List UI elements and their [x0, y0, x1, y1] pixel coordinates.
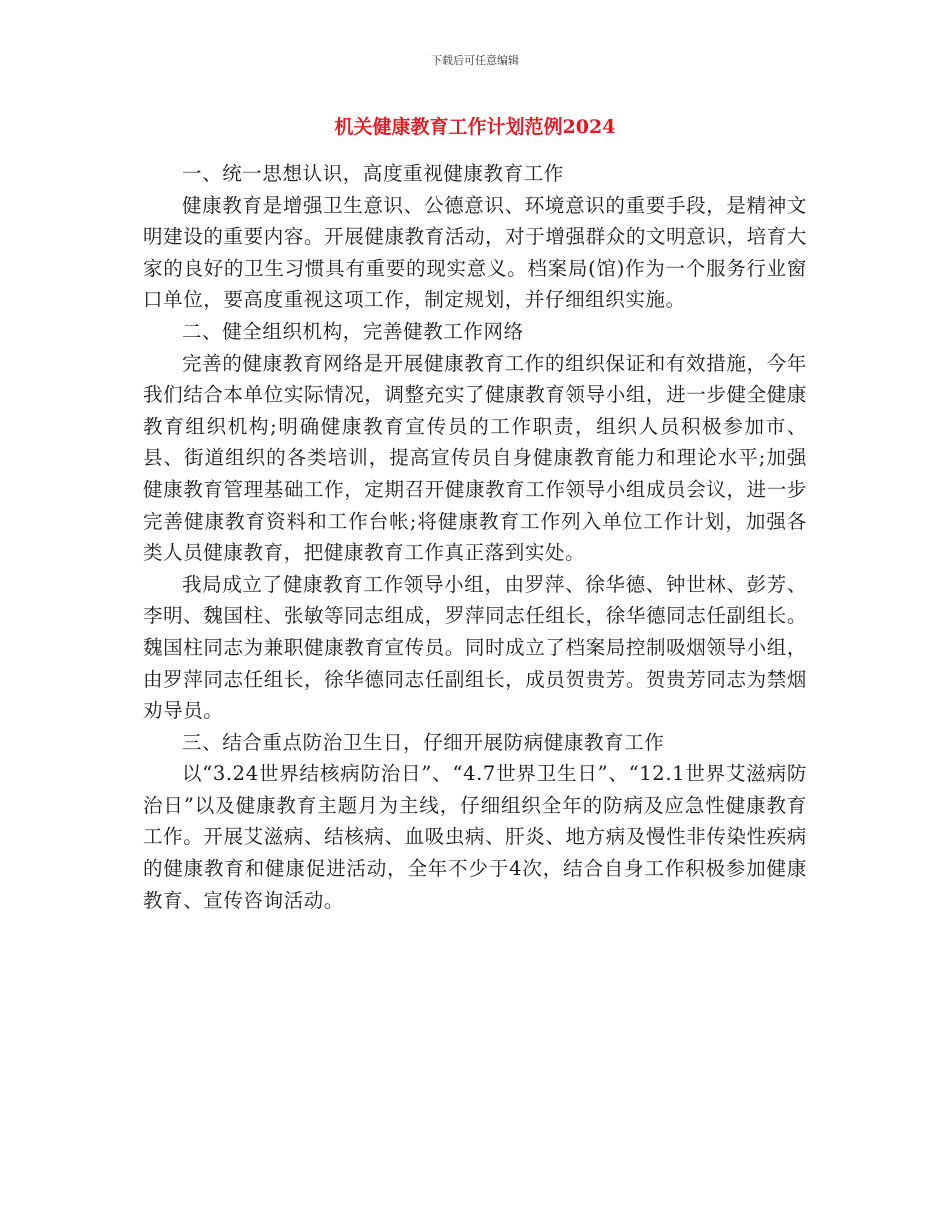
section-heading-2: 二、健全组织机构，完善健教工作网络 [182, 319, 524, 343]
section-heading-1: 一、统一思想认识，高度重视健康教育工作 [182, 162, 564, 185]
document-title: 机关健康教育工作计划范例2024 [334, 116, 616, 138]
paragraph: 以“3.24世界结核病防治日”、“4.7世界卫生日”、“12.1世界艾滋病防治日”以及健康教育主题月为主线，仔细组织全年的防病及应急性健康教育工作。开展艾滋病、结核病、血吸虫病、肝炎、地方病及慢性非传染性疾病的健康教育和健康促进活动，全年不少于4次，结合自身工作积极参加健康教育、宣传咨询活动。 [143, 762, 807, 912]
section-heading-3: 三、结合重点防治卫生日，仔细开展防病健康教育工作 [182, 730, 665, 754]
paragraph: 健康教育是增强卫生意识、公德意识、环境意识的重要手段，是精神文明建设的重要内容。开展健康教育活动，对于增强群众的文明意识，培育大家的良好的卫生习惯具有重要的现实意义。档案局(馆)作为一个服务行业窗口单位，要高度重视这项工作，制定规划，并仔细组织实施。 [143, 193, 807, 312]
document-body [143, 158, 807, 916]
paragraph: 完善的健康教育网络是开展健康教育工作的组织保证和有效措施，今年我们结合本单位实际情况，调整充实了健康教育领导小组，进一步健全健康教育组织机构;明确健康教育宣传员的工作职责，组织人员积极参加市、县、街道组织的各类培训，提高宣传员自身健康教育能力和理论水平;加强健康教育管理基础工作，定期召开健康教育工作领导小组成员会议，进一步完善健康教育资料和工作台帐;将健康教育工作列入单位工作计划，加强各类人员健康教育，把健康教育工作真正落到实处。 [143, 351, 807, 565]
header-note: 下载后可任意编辑 [431, 54, 519, 67]
paragraph: 我局成立了健康教育工作领导小组，由罗萍、徐华德、钟世林、彭芳、李明、魏国柱、张敏等同志组成，罗萍同志任组长，徐华德同志任副组长。魏国柱同志为兼职健康教育宣传员。同时成立了档案局控制吸烟领导小组，由罗萍同志任组长，徐华德同志任副组长，成员贺贵芳。贺贵芳同志为禁烟劝导员。 [143, 572, 807, 723]
